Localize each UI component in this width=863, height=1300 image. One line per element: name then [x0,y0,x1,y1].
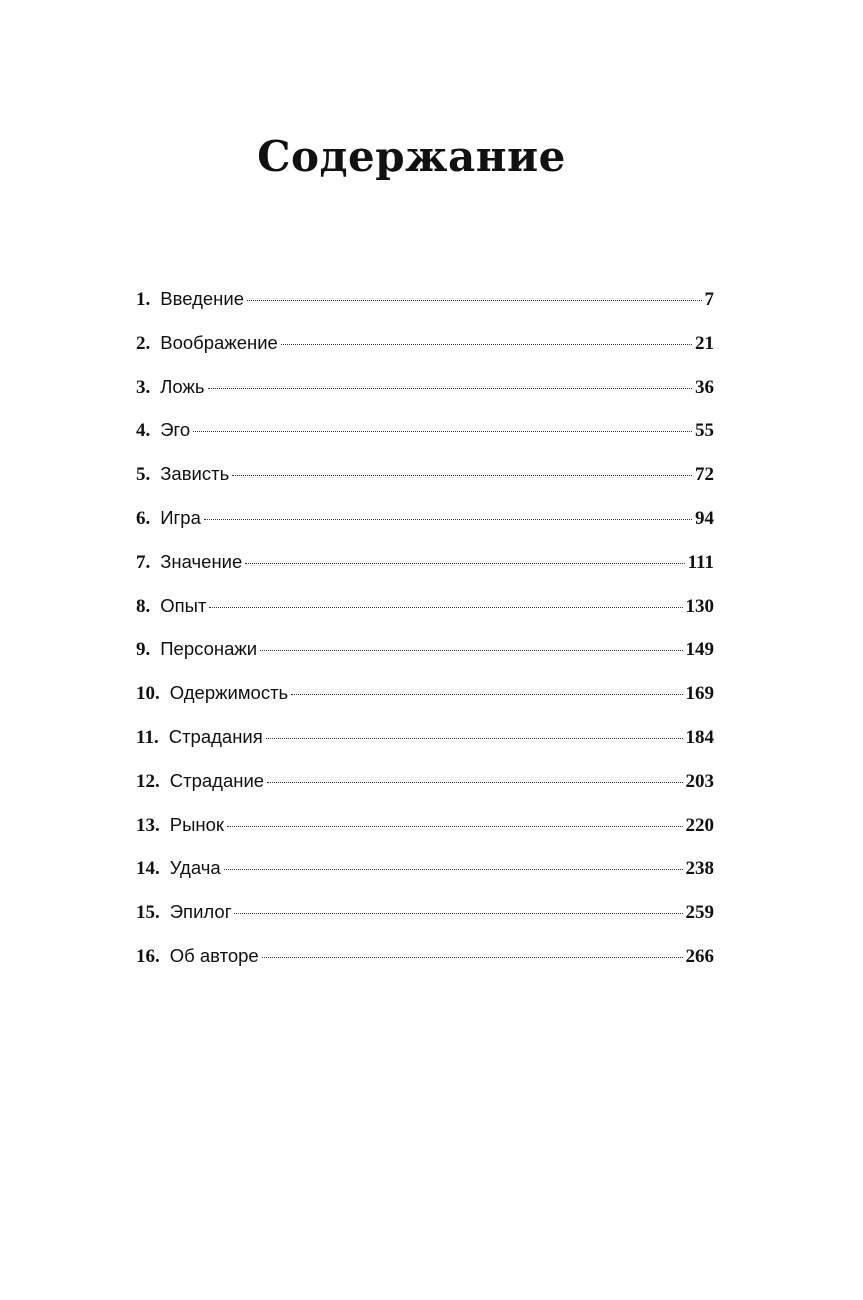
toc-entry[interactable] [136,332,714,376]
toc-entry-number: 11. [136,726,159,748]
toc-entry[interactable] [136,551,714,595]
toc-entry[interactable] [136,638,714,682]
toc-entry-number: 2. [136,332,151,354]
toc-entry-title: Опыт [160,594,207,616]
toc-entry-number: 14. [136,858,160,880]
toc-entry-number: 4. [136,420,151,442]
toc-entry-title: Страдания [168,725,263,747]
toc-entry-number: 7. [136,551,151,573]
page-title: Содержание [257,132,566,181]
toc-entry-title: Значение [160,550,243,572]
toc-entry-page: 130 [685,595,714,617]
toc-entry[interactable] [136,901,714,945]
toc-entry-number: 12. [136,770,160,792]
dot-leader [281,344,692,345]
toc-entry-number: 13. [136,814,160,836]
dot-leader [267,782,682,783]
toc-entry[interactable] [136,682,714,726]
toc-entry-number: 5. [136,464,151,486]
toc-entry-number: 16. [136,945,160,967]
toc-entry-page: 266 [685,945,714,967]
toc-entry[interactable] [136,288,714,332]
toc-entry-number: 3. [136,376,151,398]
toc-entry-page: 36 [695,376,714,398]
toc-entry[interactable] [136,726,714,770]
dot-leader [209,607,682,608]
dot-leader [247,300,701,301]
toc-entry-number: 6. [136,507,151,529]
toc-entry-page: 55 [695,420,714,442]
toc-entry-number: 9. [136,639,151,661]
toc-entry-title: Ложь [160,375,205,397]
dot-leader [262,957,683,958]
dot-leader [245,563,684,564]
toc-entry-number: 10. [136,683,160,705]
toc-entry-number: 15. [136,902,160,924]
toc-entry-page: 184 [685,726,714,748]
toc-entry-page: 220 [685,814,714,836]
toc-entry-page: 259 [685,902,714,924]
toc-entry-page: 7 [704,289,714,310]
toc-entry[interactable] [136,595,714,639]
toc-entry[interactable] [136,419,714,463]
dot-leader [232,475,692,476]
toc-entry[interactable] [136,857,714,901]
toc-entry-title: Игра [160,506,201,528]
toc-entry[interactable] [136,376,714,420]
toc-entry-title: Персонажи [160,638,258,660]
toc-entry-number: 1. [136,289,151,310]
dot-leader [227,826,683,827]
dot-leader [291,694,682,695]
toc-entry-title: Рынок [169,813,224,835]
toc-entry-number: 8. [136,595,151,617]
toc-entry-page: 94 [695,507,714,529]
dot-leader [234,913,682,914]
toc-entry-page: 169 [685,683,714,705]
toc-entry-title: Зависть [160,463,230,485]
toc-entry-title: Воображение [160,331,278,353]
toc-entry-page: 238 [685,858,714,880]
toc-entry-title: Введение [160,288,245,309]
toc-entry-page: 111 [687,551,714,573]
dot-leader [193,431,692,432]
toc-entry-page: 21 [695,332,714,354]
dot-leader [260,650,682,651]
dot-leader [208,388,693,389]
toc-entry-title: Об авторе [169,944,259,966]
toc-entry[interactable] [136,814,714,858]
dot-leader [266,738,683,739]
toc-entry-title: Эпилог [169,901,232,923]
dot-leader [204,519,692,520]
toc-entry[interactable] [136,945,714,989]
toc-entry-page: 149 [685,639,714,661]
toc-entry[interactable] [136,770,714,814]
toc-entry-title: Удача [169,857,221,879]
toc-entry-page: 203 [685,770,714,792]
toc-entry[interactable] [136,463,714,507]
toc-entry[interactable] [136,507,714,551]
toc-entry-title: Страдание [169,769,265,791]
table-of-contents [136,288,714,989]
dot-leader [224,869,683,870]
toc-entry-title: Эго [160,419,191,441]
toc-entry-title: Одержимость [169,682,289,704]
toc-entry-page: 72 [695,464,714,486]
